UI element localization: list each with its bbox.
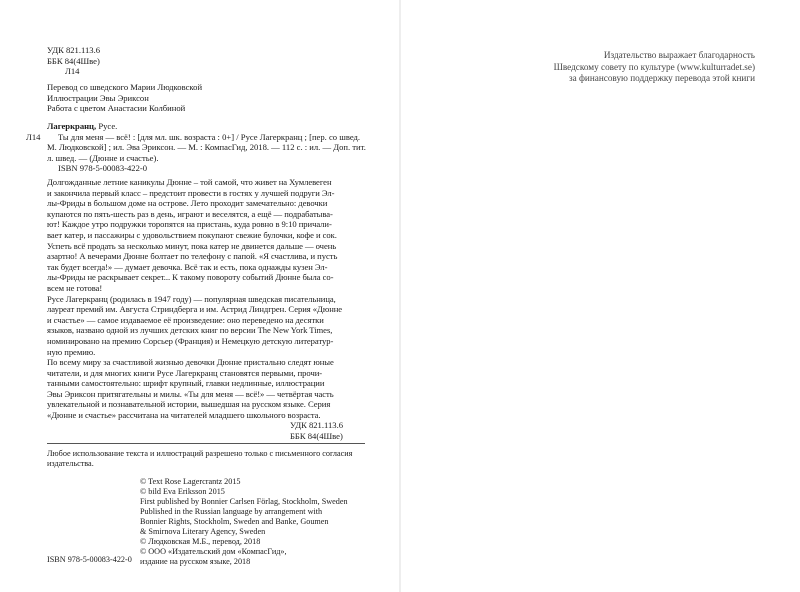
credit-illustrator: Иллюстрации Эвы Эриксон [47,92,149,103]
annotation-line: ную премию. [47,346,96,357]
thanks-note [554,50,755,85]
bbk-code: ББК 84(4Шве) [47,55,100,66]
annotation [47,177,362,421]
catalog-author: Лагеркранц, [47,121,97,131]
copyright-line: © Text Rose Lagercrantz 2015 [140,477,241,486]
catalog-mark: Л14 [26,131,41,142]
isbn-bottom: ISBN 978-5-00083-422-0 [47,555,132,564]
divider-rule [47,443,365,444]
catalog-title-line [26,132,366,143]
rights-line: издательства. [47,459,94,468]
credits-block [47,82,202,114]
annotation-line: Долгожданные летние каникулы Дюнне – той самой, что живет на Хумлевеген [47,177,332,187]
annotation-line: номинировано на премию Сорсьер (Франция) и Немецкую детскую литератур- [47,335,334,346]
annotation-line: «Дюнне и счастье» рассчитана на читателей младшего школьного возраста. [47,410,321,421]
annotation-line: языков, названо одной из лучших детских книг по версии The New York Times, [47,325,333,336]
annotation-line: так будет всегда!» — думает девочка. Всё так и есть, пока однажды кузен Эл- [47,261,328,272]
footer-bbk: ББК 84(4Шве) [290,430,343,441]
footer-udk-block [290,420,343,441]
copyright-line: & Smirnova Literary Agency, Sweden [140,527,266,536]
footer-udk: УДК 821.113.6 [290,420,344,430]
rights-notice [47,449,352,469]
annotation-line: вает катер, и пассажиры с удовольствием покупают свежие булочки, кофе и сок. [47,229,337,240]
copyright-block [140,477,348,567]
annotation-line: лауреат премий им. Августа Стриндберга и им. Астрид Линдгрен. Серия «Дюнне [47,304,343,315]
catalog-author-line [26,121,366,132]
annotation-line: лы-Фриды не раскрывает секрет... К такому повороту событий Дюнне была со- [47,272,334,283]
annotation-line: По всему миру за счастливой жизнью девочки Дюнне пристально следят юные [47,357,334,368]
annotation-line: Русе Лагеркранц (родилась в 1947 году) — популярная шведская писательница, [47,293,336,304]
annotation-line: купаются по пять-шесть раз в день, играют и веселятся, а ещё — подрабатыва- [47,208,333,219]
annotation-line: танными самостоятельно: шрифт крупный, главки недлинные, иллюстрации [47,378,325,389]
annotation-line: азартно! А вечерами Дюнне болтает по телефону с папой. «Я счастлива, и пусть [47,251,338,262]
copyright-line: Bonnier Rights, Stockholm, Sweden and Banke, Goumen [140,517,329,526]
copyright-line: © ООО «Издательский дом «КомпасГид», [140,547,287,556]
annotation-line: и закончила первый класс – предстоит провести в гостях у лучшей подруги Эл- [47,187,335,198]
catalog-line-3: л. швед. — (Дюнне и счастье). [47,152,159,163]
copyright-line: First published by Bonnier Carlsen Förlag, Stockholm, Sweden [140,497,348,506]
catalog-line-1: Ты для меня — всё! : [для мл. шк. возраста : 0+] / Русе Лагеркранц ; [пер. со швед. [58,131,361,142]
udk-code: УДК 821.113.6 [47,45,101,55]
udk-block [47,45,100,77]
annotation-line: лы-Фриды в большом доме на острове. Лето проходит замечательно: девочки [47,198,328,209]
thanks-line: Издательство выражает благодарность [603,50,755,60]
annotation-line: читатели, и для многих книги Русе Лагеркранц становятся первыми, прочи- [47,367,323,378]
thanks-line: Шведскому совету по культуре (www.kulturradet.se) [553,61,755,72]
annotation-line: и счастье» — самое издаваемое её произведение: оно переведено на десятки [47,314,324,325]
author-mark: Л14 [65,66,80,77]
catalog-line-2: М. Людковской] ; ил. Эва Эриксон. — М. : КомпасГид, 2018. — 112 с. : ил. — Доп. тит. [47,142,366,153]
annotation-line: всем не готова! [47,282,103,293]
rights-line: Любое использование текста и иллюстраций разрешено только с письменного согласия [47,449,353,458]
annotation-line: увлекательной и познавательной истории, вышедшая на русском языке. Серия [47,399,331,410]
thanks-line: за финансовую поддержку перевода этой книги [568,73,755,84]
credit-colorist: Работа с цветом Анастасии Колбиной [47,103,186,114]
catalog-card [26,121,366,174]
right-page [400,0,800,592]
catalog-isbn: ISBN 978-5-00083-422-0 [58,163,148,174]
annotation-line: ют! Каждое утро подружки торопятся на пристань, куда ровно в 9:10 причали- [47,219,332,230]
copyright-line: © bild Eva Eriksson 2015 [140,487,225,496]
annotation-line: Эвы Эриксон притягательны и милы. «Ты для меня — всё!» — четвёртая часть [47,388,334,399]
copyright-line: издание на русском языке, 2018 [140,557,251,566]
annotation-line: Успеть всё продать за несколько минут, пока катер не двинется дальше — очень [47,240,337,251]
copyright-line: © Людковская М.Б., перевод, 2018 [140,537,261,546]
credit-translator: Перевод со шведского Марии Людковской [47,82,203,92]
copyright-line: Published in the Russian language by arrangement with [140,507,323,516]
catalog-author-rest: Русе. [96,121,118,131]
